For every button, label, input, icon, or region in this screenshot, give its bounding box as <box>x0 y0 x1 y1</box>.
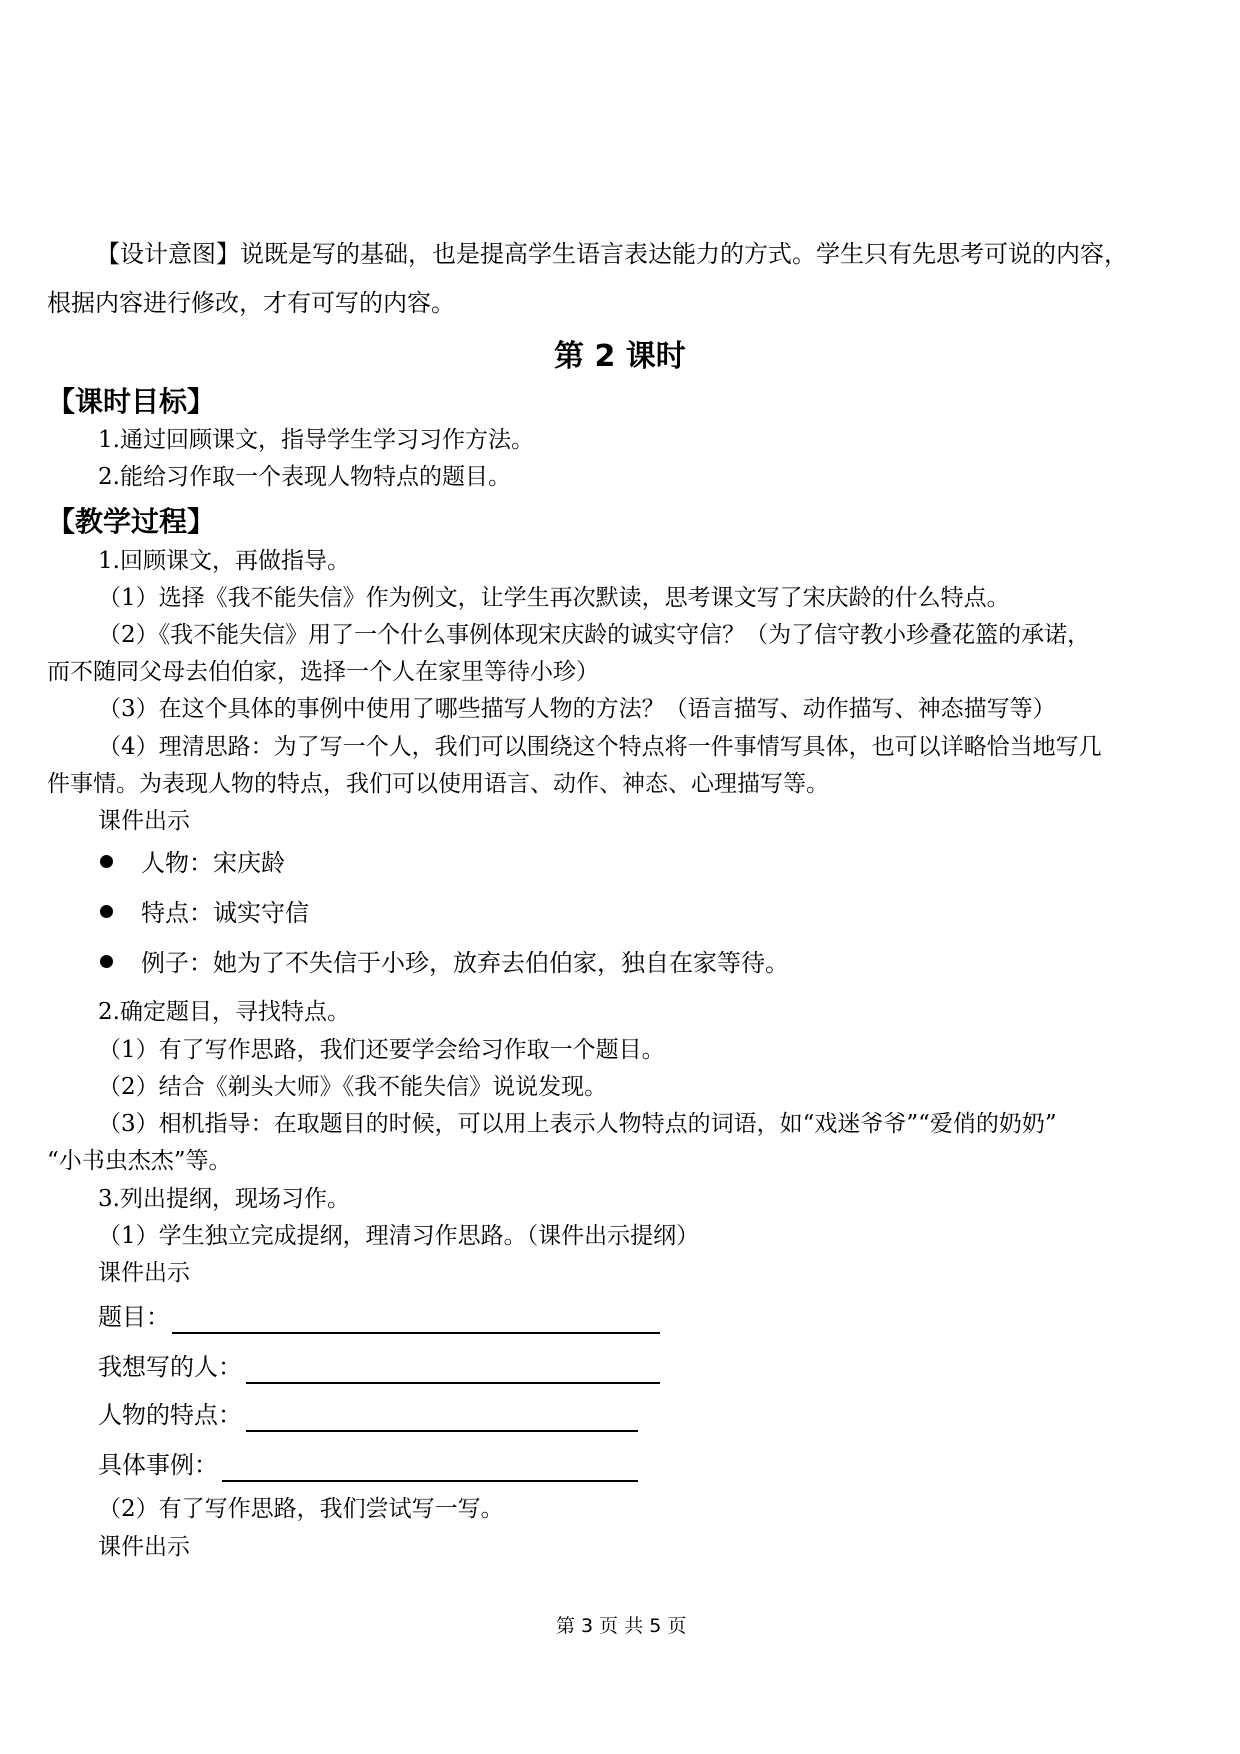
courseware-label-1: 课件出示 <box>98 808 190 834</box>
objectives-heading: 【课时目标】 <box>47 385 216 418</box>
objective-item-1: 1.通过回顾课文，指导学生学习习作方法。 <box>98 427 534 453</box>
design-intent-text-1: 说既是写的基础，也是提高学生语言表达能力的方式。学生只有先思考可说的内容， <box>240 240 1128 268</box>
step-2-heading: 2.确定题目，寻找特点。 <box>98 999 350 1025</box>
design-intent-line2: 根据内容进行修改，才有可写的内容。 <box>47 289 455 317</box>
step-1-item-4-line2: 件事情。为表现人物的特点，我们可以使用语言、动作、神态、心理描写等。 <box>47 771 829 797</box>
objective-item-2: 2.能给习作取一个表现人物特点的题目。 <box>98 464 511 490</box>
form-blank-trait[interactable] <box>246 1430 638 1432</box>
courseware-label-2: 课件出示 <box>98 1260 190 1286</box>
step-1-item-3: （3）在这个具体的事例中使用了哪些描写人物的方法？（语言描写、动作描写、神态描写等） <box>98 696 1056 722</box>
step-1-item-1: （1）选择《我不能失信》作为例文，让学生再次默读，思考课文写了宋庆龄的什么特点。 <box>98 585 1010 611</box>
design-intent-label: 【设计意图】 <box>96 240 240 268</box>
step-3-item-2: （2）有了写作思路，我们尝试写一写。 <box>98 1496 504 1522</box>
form-blank-example[interactable] <box>222 1480 638 1482</box>
bullet-dot-icon <box>100 855 113 868</box>
form-blank-title[interactable] <box>172 1332 660 1334</box>
step-2-item-2: （2）结合《剃头大师》《我不能失信》说说发现。 <box>98 1074 608 1100</box>
step-1-item-2-line1: （2）《我不能失信》用了一个什么事例体现宋庆龄的诚实守信？（为了信守教小珍叠花篮的承诺， <box>98 622 1091 648</box>
step-2-item-1: （1）有了写作思路，我们还要学会给习作取一个题目。 <box>98 1037 665 1063</box>
form-label-trait: 人物的特点： <box>98 1401 242 1429</box>
bullet-dot-icon <box>100 955 113 968</box>
bullet-text: 人物：宋庆龄 <box>141 849 285 877</box>
bullet-item-example <box>100 946 789 980</box>
step-2-item-3-line2: “小书虫杰杰”等。 <box>47 1148 232 1174</box>
page-number-footer: 第 3 页 共 5 页 <box>556 1615 687 1637</box>
step-2-item-3-line1: （3）相机指导：在取题目的时候，可以用上表示人物特点的词语，如“戏迷爷爷”“爱俏的奶奶” <box>98 1111 1057 1137</box>
bullet-text: 特点：诚实守信 <box>141 899 309 927</box>
step-3-item-1: （1）学生独立完成提纲，理清习作思路。（课件出示提纲） <box>98 1223 700 1249</box>
design-intent-line1 <box>96 237 1128 271</box>
form-blank-person[interactable] <box>246 1382 660 1384</box>
step-3-heading: 3.列出提纲，现场习作。 <box>98 1186 350 1212</box>
step-1-heading: 1.回顾课文，再做指导。 <box>98 548 350 574</box>
lesson-title: 第 2 课时 <box>554 339 686 374</box>
process-heading: 【教学过程】 <box>47 505 216 538</box>
form-label-person: 我想写的人： <box>98 1353 242 1381</box>
form-label-example: 具体事例： <box>98 1451 218 1479</box>
step-1-item-4-line1: （4）理清思路：为了写一个人，我们可以围绕这个特点将一件事情写具体，也可以详略恰当地写几 <box>98 734 1102 760</box>
bullet-item-person <box>100 846 285 880</box>
bullet-item-trait <box>100 896 309 930</box>
bullet-dot-icon <box>100 905 113 918</box>
bullet-text: 例子：她为了不失信于小珍，放弃去伯伯家，独自在家等待。 <box>141 949 789 977</box>
step-1-item-2-line2: 而不随同父母去伯伯家，选择一个人在家里等待小珍） <box>47 659 599 685</box>
form-label-title: 题目： <box>98 1303 170 1331</box>
courseware-label-3: 课件出示 <box>98 1534 190 1560</box>
